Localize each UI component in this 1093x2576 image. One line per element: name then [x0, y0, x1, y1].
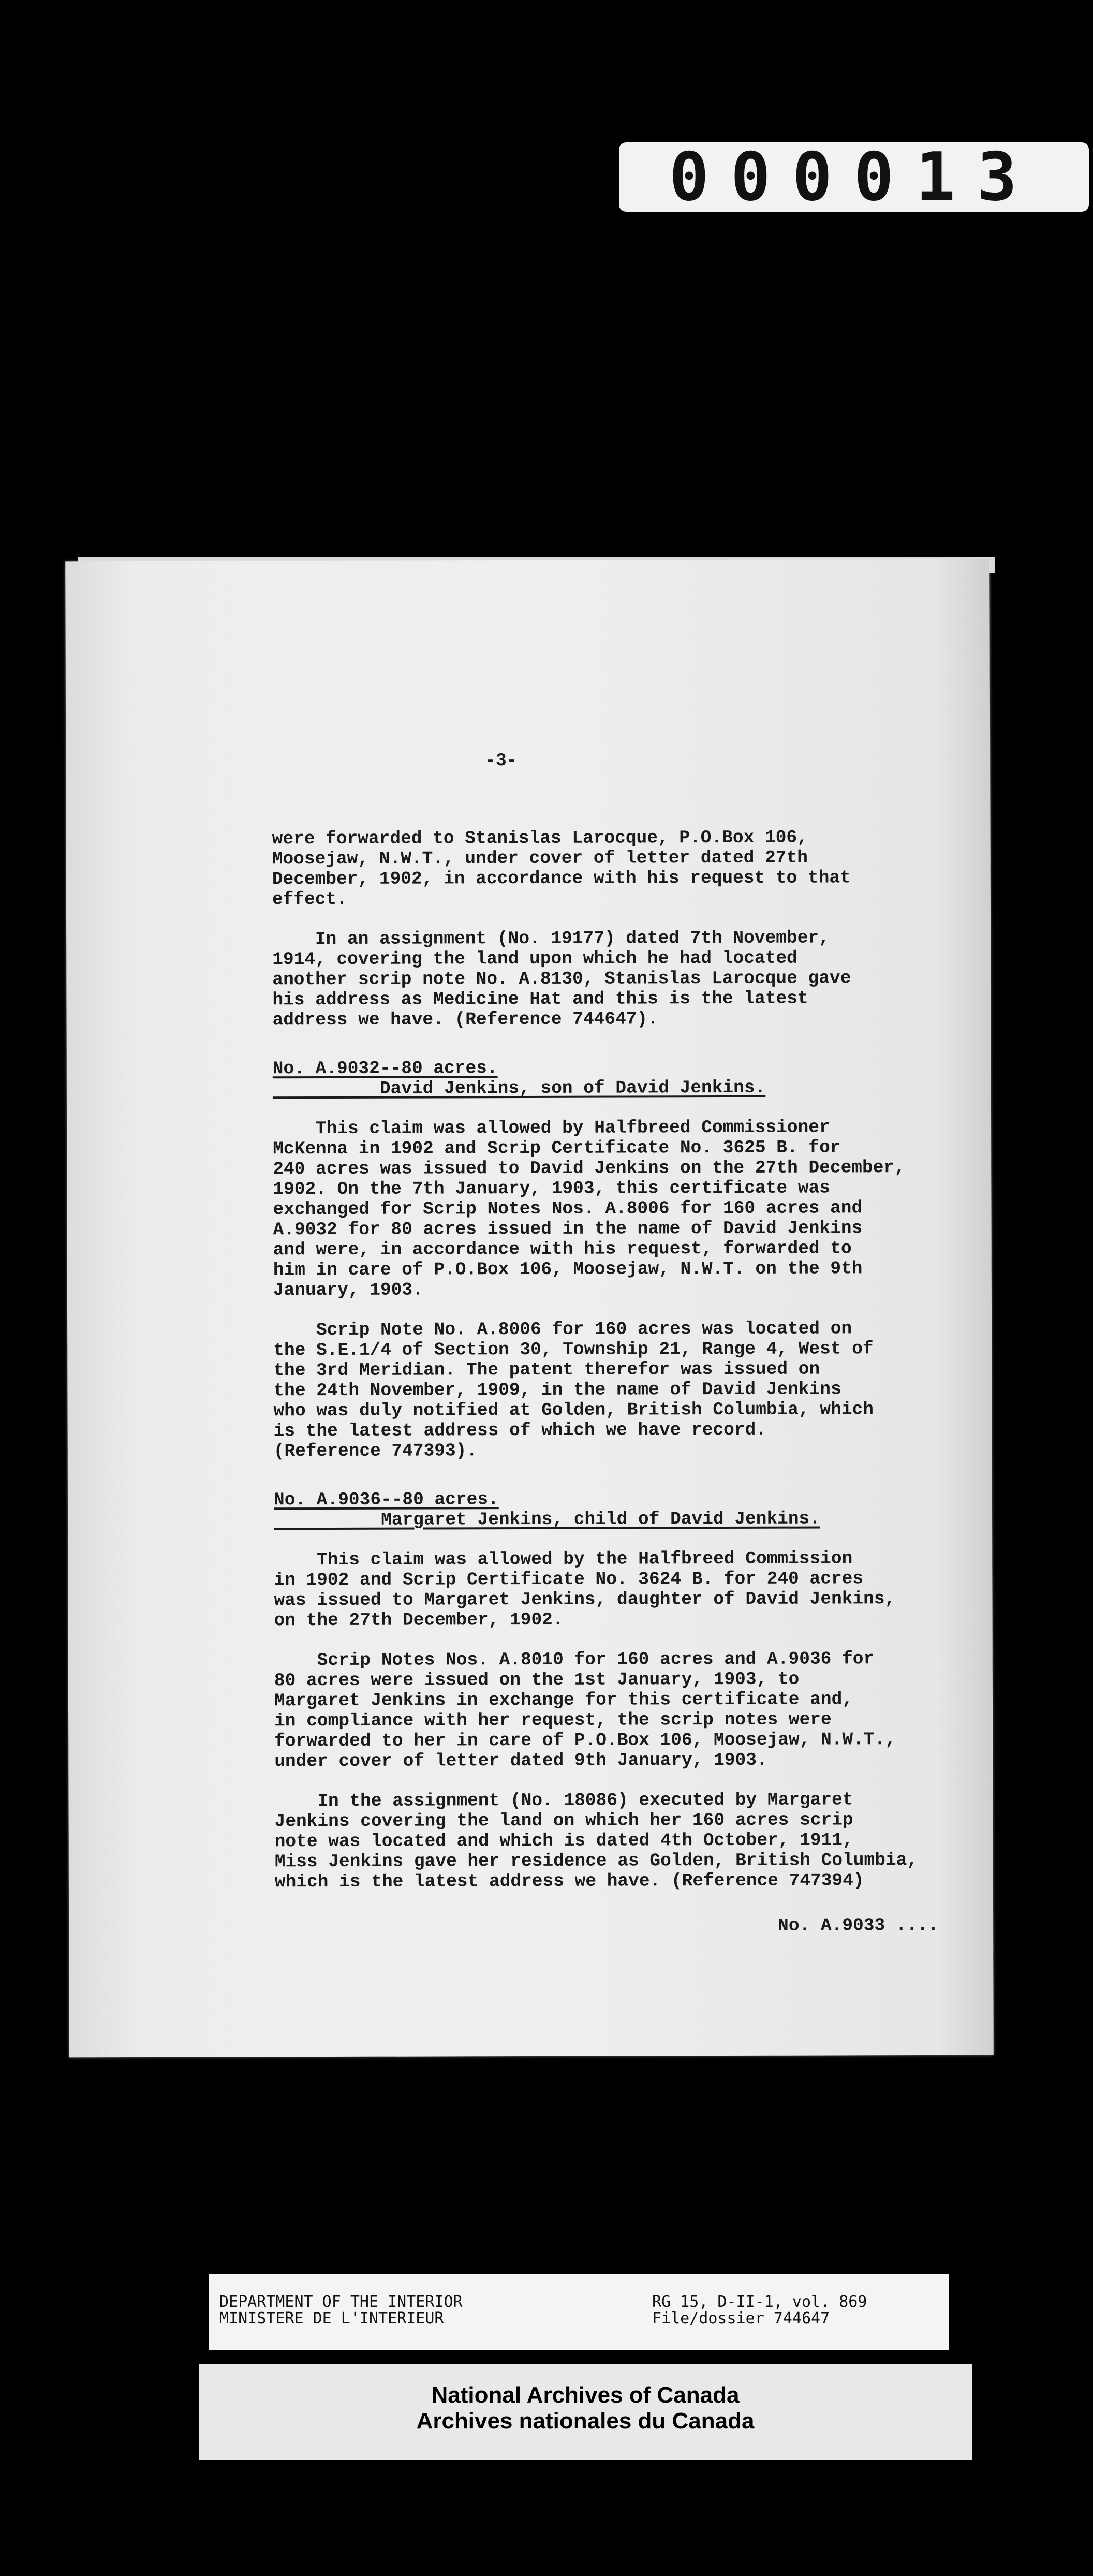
text-line: exchanged for Scrip Notes Nos. A.8006 for 160 acres and — [273, 1198, 863, 1220]
text-line: (Reference 747393). — [273, 1441, 478, 1462]
text-line: effect. — [272, 889, 347, 910]
text-line: him in care of P.O.Box 106, Moosejaw, N.W.T. on the 9th — [273, 1258, 863, 1281]
archive-name-fr: Archives nationales du Canada — [416, 2408, 755, 2434]
text-line: In an assignment (No. 19177) dated 7th November, — [272, 928, 830, 950]
document-page — [65, 559, 994, 2058]
text-line: 240 acres was issued to David Jenkins on the 27th December, — [273, 1158, 905, 1180]
section-heading: No. A.9032--80 acres. — [272, 1058, 498, 1079]
text-line: This claim was allowed by the Halfbreed Commission — [274, 1548, 853, 1571]
text-line: his address as Medicine Hat and this is the latest — [272, 988, 808, 1011]
archive-banner — [199, 2364, 972, 2460]
continuation-note: No. A.9033 .... — [778, 1915, 939, 1936]
text-line: Jenkins covering the land on which her 160 acres scrip — [274, 1810, 853, 1832]
text-line: January, 1903. — [273, 1280, 423, 1301]
document-text — [65, 559, 994, 2058]
text-line: Scrip Notes Nos. A.8010 for 160 acres and A.9036 for — [274, 1649, 875, 1671]
text-line: A.9032 for 80 acres issued in the name of David Jenkins — [273, 1218, 863, 1240]
text-line: Moosejaw, N.W.T., under cover of letter dated 27th — [272, 847, 808, 870]
text-line: Margaret Jenkins in exchange for this certificate and, — [274, 1689, 853, 1711]
text-line: in compliance with her request, the scrip notes were — [274, 1709, 832, 1732]
text-line: Miss Jenkins gave her residence as Golden, British Columbia, — [274, 1850, 918, 1872]
text-line: note was located and which is dated 4th October, 1911, — [274, 1830, 853, 1852]
text-line: in 1902 and Scrip Certificate No. 3624 B. for 240 acres — [274, 1569, 864, 1591]
text-line: the S.E.1/4 of Section 30, Township 21, Range 4, West of — [273, 1339, 874, 1361]
department-fr: MINISTERE DE L'INTERIEUR — [219, 2309, 444, 2328]
text-line: under cover of letter dated 9th January, 1903. — [274, 1750, 767, 1772]
text-line: address we have. (Reference 744647). — [272, 1009, 658, 1031]
text-line: which is the latest address we have. (Reference 747394) — [274, 1870, 864, 1893]
text-line: This claim was allowed by Halfbreed Commissioner — [273, 1117, 830, 1139]
page-number: -3- — [485, 751, 518, 771]
text-line: was issued to Margaret Jenkins, daughter of David Jenkins, — [274, 1589, 896, 1611]
text-line: 80 acres were issued on the 1st January, 1903, to — [274, 1669, 800, 1691]
text-line: were forwarded to Stanislas Larocque, P.O.Box 106, — [272, 827, 808, 850]
text-line: who was duly notified at Golden, British Columbia, which — [273, 1399, 874, 1422]
text-line: on the 27th December, 1902. — [274, 1609, 564, 1631]
text-line: another scrip note No. A.8130, Stanislas Larocque gave — [272, 968, 851, 990]
frame-number: 000013 — [619, 142, 1089, 212]
text-line: 1902. On the 7th January, 1903, this certificate was — [273, 1178, 831, 1200]
file-number: File/dossier 744647 — [652, 2309, 830, 2328]
text-line: Scrip Note No. A.8006 for 160 acres was located on — [273, 1319, 852, 1341]
text-line: 1914, covering the land upon which he had located — [272, 948, 797, 970]
text-line: and were, in accordance with his request, forwarded to — [273, 1238, 852, 1261]
text-line: the 3rd Meridian. The patent therefor was issued on — [273, 1359, 820, 1381]
text-line: forwarded to her in care of P.O.Box 106, Moosejaw, N.W.T., — [274, 1730, 896, 1752]
archive-reference-label — [209, 2274, 949, 2350]
text-line: McKenna in 1902 and Scrip Certificate No. 3625 B. for — [273, 1137, 841, 1160]
section-subheading: David Jenkins, son of David Jenkins. — [272, 1077, 766, 1100]
text-line: December, 1902, in accordance with his request to that — [272, 868, 851, 890]
text-line: In the assignment (No. 18086) executed by Margaret — [274, 1790, 853, 1812]
section-subheading: Margaret Jenkins, child of David Jenkins. — [274, 1509, 820, 1531]
archive-name-en: National Archives of Canada — [431, 2382, 740, 2408]
department-en: DEPARTMENT OF THE INTERIOR — [219, 2293, 463, 2311]
text-line: the 24th November, 1909, in the name of David Jenkins — [273, 1379, 841, 1401]
record-group: RG 15, D-II-1, vol. 869 — [652, 2293, 867, 2311]
text-line: is the latest address of which we have record. — [273, 1419, 767, 1442]
section-heading: No. A.9036--80 acres. — [273, 1489, 499, 1511]
